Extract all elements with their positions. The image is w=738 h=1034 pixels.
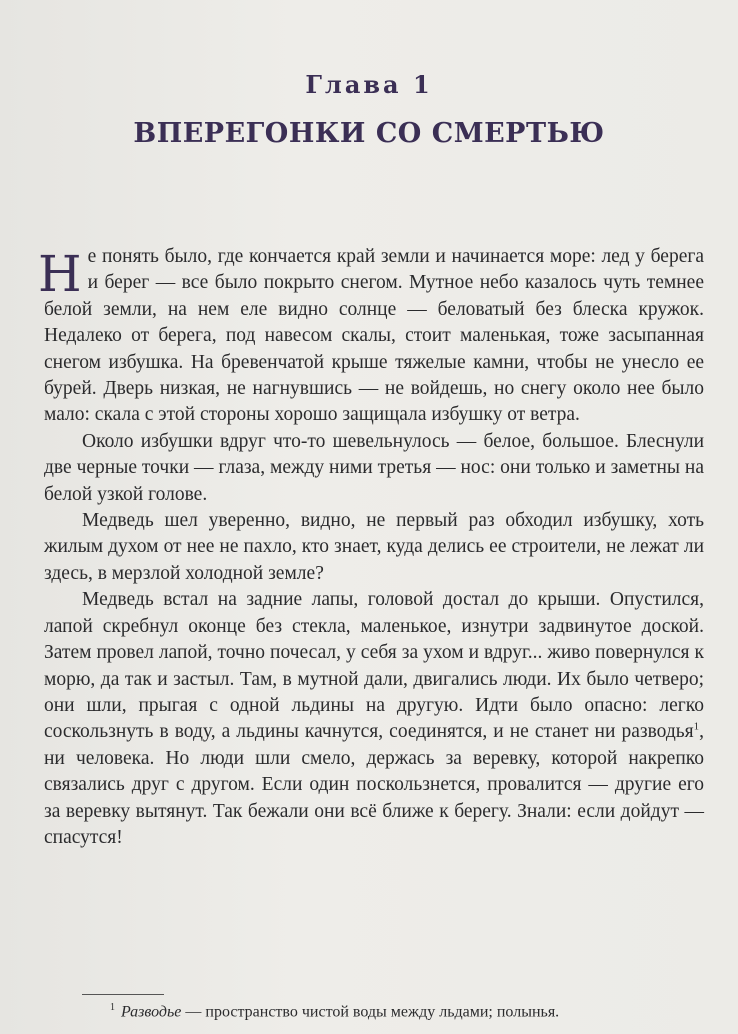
- chapter-body: [38, 244, 704, 851]
- drop-cap: Н: [38, 245, 82, 303]
- paragraph: Около избушки вдруг что-то шевельнулось — белое, большое. Блеснули две черные точки — глаза, между ними третья — нос: они только и заметны на белой узкой голове.: [44, 430, 704, 505]
- footnote-reference[interactable]: 1: [693, 720, 700, 733]
- paragraph-text: е понять было, где кончается край земли и начинается море: лед у берега и берег — все было покрыто снегом. Мутное небо казалось чуть темнее белой земли, на нем еле видно солнце — беловатый без блеска кружок. Недалеко от берега, под навесом скалы, стоит маленькая, тоже засыпанная снегом избушка. На бревенчатой крыше тяжелые камни, чтобы не унесло ее бурей. Дверь низкая, не нагнувшись — не войдешь, но снегу около нее было мало: скала с этой стороны хорошо защищала избушку от ветра.: [44, 246, 704, 426]
- chapter-title: ВПЕРЕГОНКИ СО СМЕРТЬЮ: [133, 118, 605, 149]
- paragraph-text: Медведь встал на задние лапы, головой достал до крыши. Опустился, лапой скребнул оконце без стекла, маленькое, изнутри задвинутое доской. Затем провел лапой, точно почесал, у себя за ухом и вдруг... живо повернулся к морю, да так и застыл. Там, в мутной дали, двигались люди. Их было четверо; они шли, прыгая с одной льдины на другую. Идти было опасно: легко соскользнуть в воду, а льдины качнутся, соединятся, и не станет ни разводья: [44, 589, 704, 743]
- paragraph: [38, 244, 704, 429]
- footnote-divider: [82, 994, 164, 995]
- footnote-definition: — пространство чистой воды между льдами; полынья.: [181, 1003, 560, 1021]
- paragraph: Медведь шел уверенно, видно, не первый раз обходил избушку, хоть жилым духом от нее не пахло, кто знает, куда делись ее строители, не лежат ли здесь, в мерзлой холодной земле?: [44, 510, 704, 584]
- footnote-term: Разводье: [121, 1003, 182, 1021]
- footnote: [110, 1002, 710, 1021]
- paragraph: [44, 587, 704, 851]
- chapter-number: Глава 1: [305, 70, 433, 99]
- paragraph-text: , ни человека. Но люди шли смело, держась за веревку, которой накрепко связались друг с другом. Если один поскользнется, провалится — другие его за веревку вытянут. Так бежали они всё ближе к берегу. Знали: если дойдут — спасутся!: [44, 721, 704, 848]
- footnote-number: 1: [110, 1002, 115, 1013]
